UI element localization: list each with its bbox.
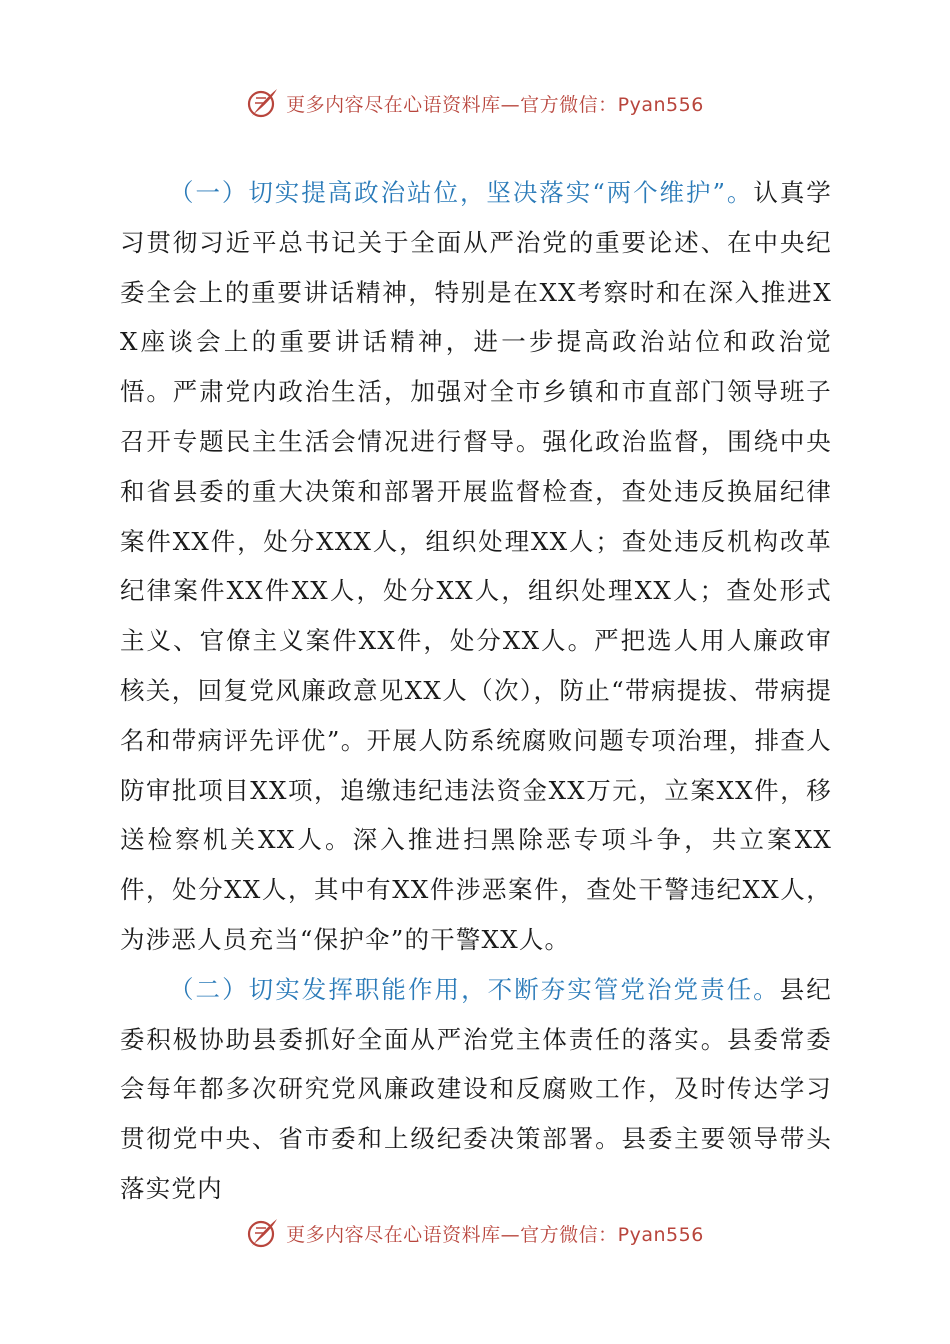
watermark-text: 更多内容尽在心语资料库—官方微信：Pyan556 [286,1223,704,1246]
paragraph-2-body: 县纪委积极协助县委抓好全面从严治党主体责任的落实。县委常委会每年都多次研究党风廉政建设和反腐败工作，及时传达学习贯彻党中央、省市委和上级纪委决策部署。县委主要领导带头落实党内 [120,974,832,1203]
quill-logo-icon [246,1216,280,1250]
paragraph-2 [120,965,832,1214]
header-watermark [0,86,950,120]
document-body [120,168,832,1214]
watermark-text: 更多内容尽在心语资料库—官方微信：Pyan556 [286,93,704,116]
paragraph-1-body: 认真学习贯彻习近平总书记关于全面从严治党的重要论述、在中央纪委全会上的重要讲话精神，特别是在XX考察时和在深入推进XX座谈会上的重要讲话精神，进一步提高政治站位和政治觉悟。严肃党内政治生活，加强对全市乡镇和市直部门领导班子召开专题民主生活会情况进行督导。强化政治监督，围绕中央和省县委的重大决策和部署开展监督检查，查处违反换届纪律案件XX件，处分XXX人，组织处理XX人；查处违反机构改革纪律案件XX件XX人，处分XX人，组织处理XX人；查处形式主义、官僚主义案件XX件，处分XX人。严把选人用人廉政审核关，回复党风廉政意见XX人（次），防止“带病提拔、带病提名和带病评先评优”。开展人防系统腐败问题专项治理，排查人防审批项目XX项，追缴违纪违法资金XX万元，立案XX件，移送检察机关XX人。深入推进扫黑除恶专项斗争，共立案XX件，处分XX人，其中有XX件涉恶案件，查处干警违纪XX人，为涉恶人员充当“保护伞”的干警XX人。 [120,178,832,954]
footer-watermark [0,1216,950,1250]
paragraph-1 [120,168,832,965]
section-heading-2: （二）切实发挥职能作用，不断夯实管党治党责任。 [169,974,780,1004]
section-heading-1: （一）切实提高政治站位，坚决落实“两个维护”。 [169,178,754,207]
quill-logo-icon [246,86,280,120]
